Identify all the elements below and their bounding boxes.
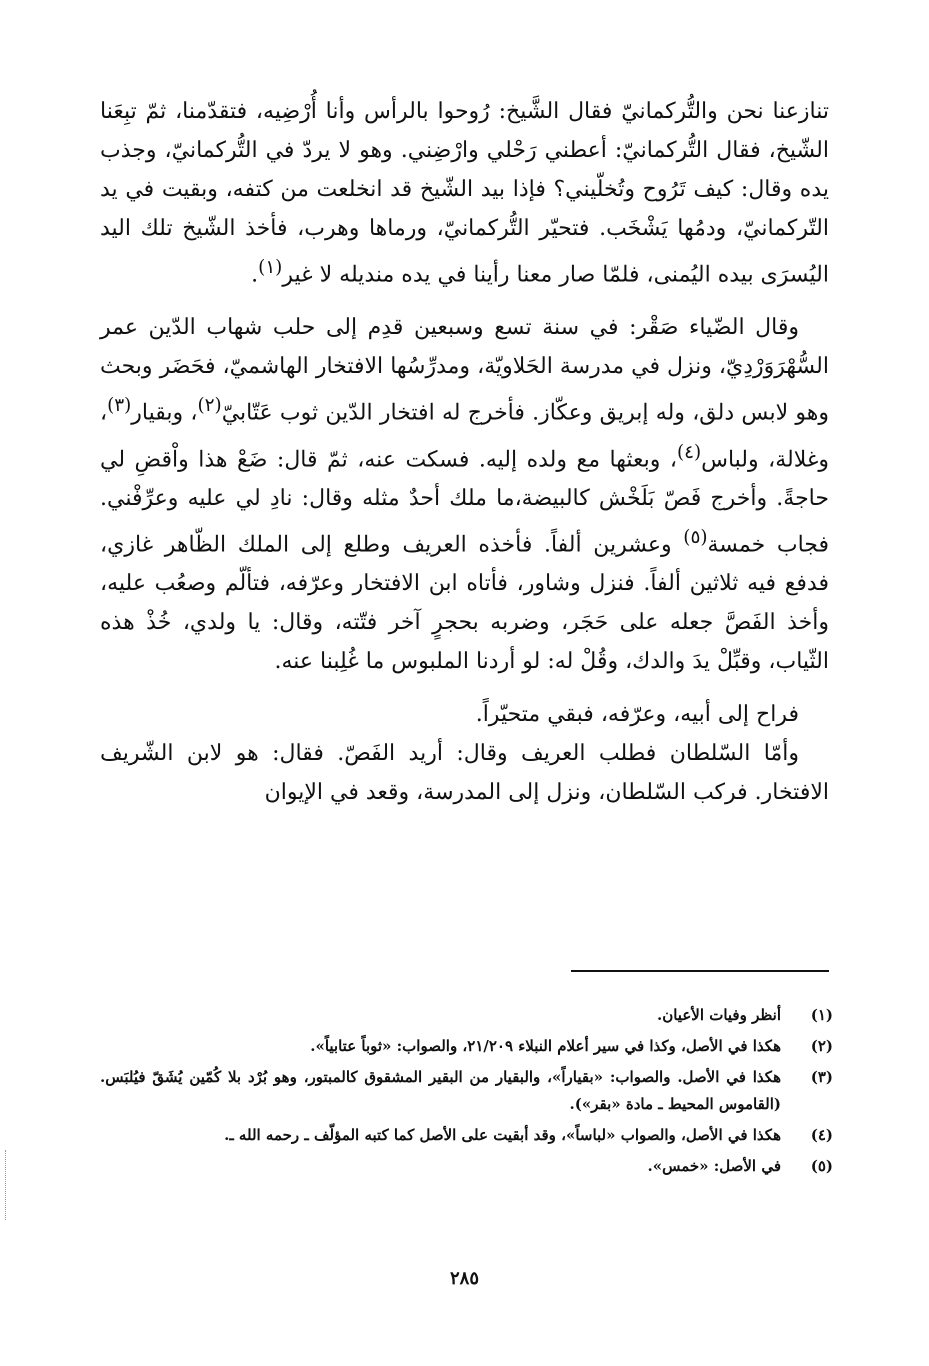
paragraph-2-text-d: ، وبعثها مع ولده إليه. فسكت عنه، ثمّ قال: ضَعْ هذا واْقضِ لي حاجةً. وأخرج فَصّ بَلَخْش كالبيضة،ما ملك أحدٌ مثله وقال: نادِ لي عليه وعرِّفْني. فجاب خمسة: [100, 446, 829, 558]
footnote-text: أنظر وفيات الأعيان.: [656, 1006, 781, 1024]
footnote-number: (٥): [810, 1157, 833, 1175]
paragraph-3: فراح إلى أبيه، وعرّفه، فبقي متحيّراً.: [475, 702, 799, 728]
footnote-item: [100, 1064, 833, 1118]
paragraph-1: [100, 92, 829, 294]
paragraph-1-text: تنازعنا نحن والتُّركمانيّ فقال الشَّيخ: رُوحوا بالرأس وأنا أُرْضِيه، فتقدّمنا، ثمّ تبِعَنا الشّيخ، فقال التُّركمانيّ: أعطني رَحْلي وارْضِني. وهو لا يردّ في التُّركمانيّ، وجذب يده وقال: كيف تَرُوح وتُخلّيني؟ فإذا بيد الشّيخ قد انخلعت من كتفه، وبقيت في يد التّركمانيّ، ودمُها يَشْخَب. فتحيّر التُّركمانيّ، ورماها وهرب، فأخذ الشّيخ تلك اليد اليُسرَى بيده اليُمنى، فلمّا صار معنا رأينا في يده منديله لا غير: [100, 99, 829, 288]
paragraph-2-text-c: ، وغلالة، ولباس: [100, 400, 829, 472]
footnote-item: [100, 1153, 833, 1180]
footnote-ref-3: (٣): [107, 395, 132, 417]
footnote-text: هكذا في الأصل، والصواب «لباساً»، وقد أبقيت على الأصل كما كتبه المؤلّف ـ رحمه الله ـ.: [224, 1126, 781, 1144]
paragraph-2: [100, 308, 829, 681]
footnote-item: [100, 1033, 833, 1060]
footnote-text: في الأصل: «خمس».: [647, 1157, 781, 1175]
page-number: ٢٨٥: [449, 1268, 479, 1289]
footnote-text: هكذا في الأصل. والصواب: «بقياراً»، والبقيار من البقير المشقوق كالمبتور، وهو بُرْد بلا كُمّين يُشَقّ فيُلبَس. (القاموس المحيط ـ مادة «بقر»).: [100, 1068, 781, 1113]
footnote-number: (٤): [810, 1126, 833, 1144]
footnote-number: (١): [810, 1006, 833, 1024]
scan-artifact: [5, 1150, 8, 1220]
footnotes: [100, 1002, 833, 1184]
paragraph-2-text-b: ، وبقيار: [131, 400, 198, 426]
footnote-number: (٢): [810, 1037, 833, 1055]
footnote-ref-2: (٢): [197, 395, 222, 417]
paragraph-2-text-a: وقال الضّياء صَقْر: في سنة تسع وسبعين قدِم إلى حلب شهاب الدّين عمر السُّهْرَوَرْدِيّ، ونزل في مدرسة الحَلاويّة، ومدرِّسُها الافتخار الهاشميّ، فحَضَر وبحث وهو لابس دلق، وله إبريق وعكّاز. فأخرج له افتخار الدّين ثوب عَتّابيّ: [100, 315, 830, 426]
footnote-item: [100, 1122, 833, 1149]
paragraph-1-end: .: [251, 262, 259, 288]
paragraph-2-text-e: وعشرين ألفاً. فأخذه العريف وطلع إلى الملك الظّاهر غازي، فدفع فيه ثلاثين ألفاً. فنزل وشاور، فأتاه ابن الافتخار وعرّفه، فتألّم وصعُب عليه، وأخذ الفَصَّ جعله على حَجَر، وضربه بحجرٍ آخر فتّته، وقال: يا ولدي، خُذْ هذه الثّياب، وقبِّلْ يدَ والدك، وقُلْ له: لو أردنا الملبوس ما غُلِبنا عنه.: [100, 532, 829, 675]
footnote-text: هكذا في الأصل، وكذا في سير أعلام النبلاء ٢١/٢٠٩، والصواب: «ثوباً عتابياً».: [310, 1037, 781, 1055]
main-text: [100, 92, 829, 812]
footnote-separator: [571, 970, 829, 972]
footnote-item: [100, 1002, 833, 1029]
footnote-number: (٣): [810, 1068, 833, 1086]
footnote-ref-5: (٥): [683, 526, 708, 548]
footnote-ref-1: (١): [258, 257, 283, 278]
paragraph-4: وأمّا السّلطان فطلب العريف وقال: أريد الفَصّ. فقال: هو لابن الشّريف الافتخار. فركب السّلطان، ونزل إلى المدرسة، وقعد في الإيوان: [100, 741, 829, 806]
footnote-ref-4: (٤): [676, 441, 702, 463]
